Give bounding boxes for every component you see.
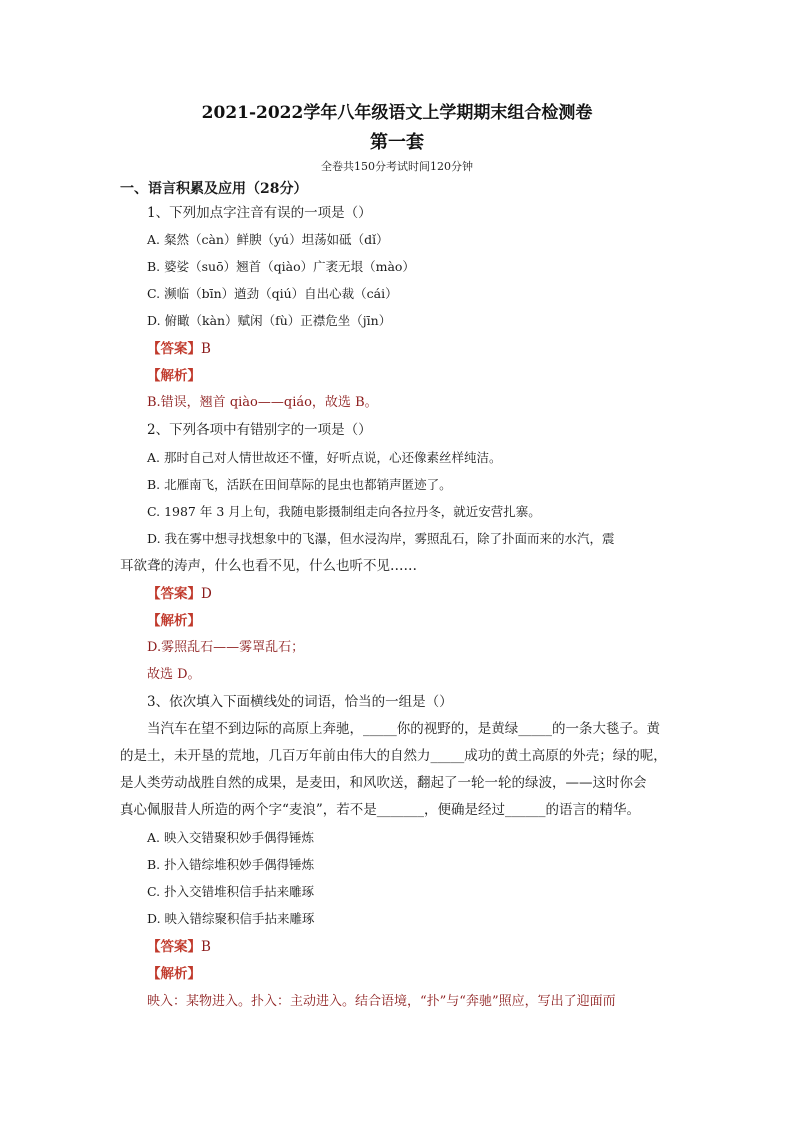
question-3-option-d: D. 映入错综聚积信手拈来雕琢 bbox=[147, 911, 315, 926]
question-1-analysis-label bbox=[147, 367, 201, 385]
section-heading: 一、语言积累及应用（28分） bbox=[120, 181, 308, 197]
question-1-option-c: C. 濒临（bīn）遒劲（qiú）自出心裁（cái） bbox=[147, 286, 398, 301]
question-3-passage-line: 真心佩服昔人所造的两个字“麦浪”，若不是_______，便确是经过______的语言的精华。 bbox=[120, 802, 641, 818]
answer-value: B bbox=[201, 341, 211, 357]
answer-value: B bbox=[201, 939, 211, 955]
question-2-stem: 2、下列各项中有错别字的一项是（） bbox=[147, 422, 372, 438]
analysis-label: 【解析】 bbox=[147, 368, 201, 384]
question-2-option-d-cont: 耳欲聋的涛声，什么也看不见，什么也听不见…… bbox=[120, 558, 417, 574]
question-1-option-b: B. 婆娑（suō）翘首（qiào）广袤无垠（mào） bbox=[147, 259, 415, 274]
question-1-option-d: D. 俯瞰（kàn）赋闲（fù）正襟危坐（jīn） bbox=[147, 313, 392, 328]
question-3-passage-line: 是人类劳动战胜自然的成果，是麦田，和风吹送，翻起了一轮一轮的绿波，——这时你会 bbox=[120, 775, 647, 791]
question-1-option-a: A. 粲然（càn）鲜腴（yú）坦荡如砥（dǐ） bbox=[147, 232, 389, 247]
question-2-analysis: D.雾照乱石——雾罩乱石； bbox=[147, 640, 305, 655]
question-3-analysis-label bbox=[147, 965, 201, 983]
exam-title: 2021-2022学年八年级语文上学期期末组合检测卷 bbox=[201, 103, 593, 123]
exam-info: 全卷共150分考试时间120分钟 bbox=[321, 160, 473, 173]
question-1-analysis: B.错误，翘首 qiào——qiáo，故选 B。 bbox=[147, 395, 378, 410]
answer-value: D bbox=[201, 586, 212, 602]
question-3-option-b: B. 扑入错综堆积妙手偶得锤炼 bbox=[147, 857, 315, 872]
question-2-option-a: A. 那时自己对人情世故还不懂，好听点说，心还像素丝样纯洁。 bbox=[147, 450, 502, 465]
question-3-stem: 3、依次填入下面横线处的词语，恰当的一组是（） bbox=[147, 694, 453, 710]
analysis-label: 【解析】 bbox=[147, 613, 201, 629]
question-1-stem: 1、下列加点字注音有误的一项是（） bbox=[147, 205, 372, 221]
exam-subtitle: 第一套 bbox=[370, 132, 424, 153]
question-3-option-a: A. 映入交错聚积妙手偶得锤炼 bbox=[147, 830, 314, 845]
answer-label: 【答案】 bbox=[147, 586, 201, 602]
answer-label: 【答案】 bbox=[147, 939, 201, 955]
question-3-option-c: C. 扑入交错堆积信手拈来雕琢 bbox=[147, 884, 315, 899]
question-3-analysis: 映入：某物进入。扑入：主动进入。结合语境，“扑”与“奔驰”照应，写出了迎面而 bbox=[147, 994, 616, 1009]
question-3-passage-line: 的是土，未开垦的荒地，几百万年前由伟大的自然力_____成功的黄土高原的外壳；绿的呢， bbox=[120, 748, 667, 764]
question-3-passage-line: 当汽车在望不到边际的高原上奔驰，_____你的视野的，是黄绿_____的一条大毯子。黄 bbox=[147, 721, 660, 737]
question-2-analysis-2: 故选 D。 bbox=[147, 667, 201, 682]
question-2-option-b: B. 北雁南飞，活跃在田间草际的昆虫也都销声匿迹了。 bbox=[147, 477, 452, 492]
question-3-answer bbox=[147, 938, 211, 956]
question-2-analysis-label bbox=[147, 612, 201, 630]
answer-label: 【答案】 bbox=[147, 341, 201, 357]
question-2-option-c: C. 1987 年 3 月上旬，我随电影摄制组走向各拉丹冬，就近安营扎寨。 bbox=[147, 504, 541, 519]
question-2-option-d: D. 我在雾中想寻找想象中的飞瀑，但水浸沟岸，雾照乱石，除了扑面而来的水汽，震 bbox=[147, 531, 615, 546]
question-1-answer bbox=[147, 340, 211, 358]
analysis-label: 【解析】 bbox=[147, 966, 201, 982]
question-2-answer bbox=[147, 585, 212, 603]
